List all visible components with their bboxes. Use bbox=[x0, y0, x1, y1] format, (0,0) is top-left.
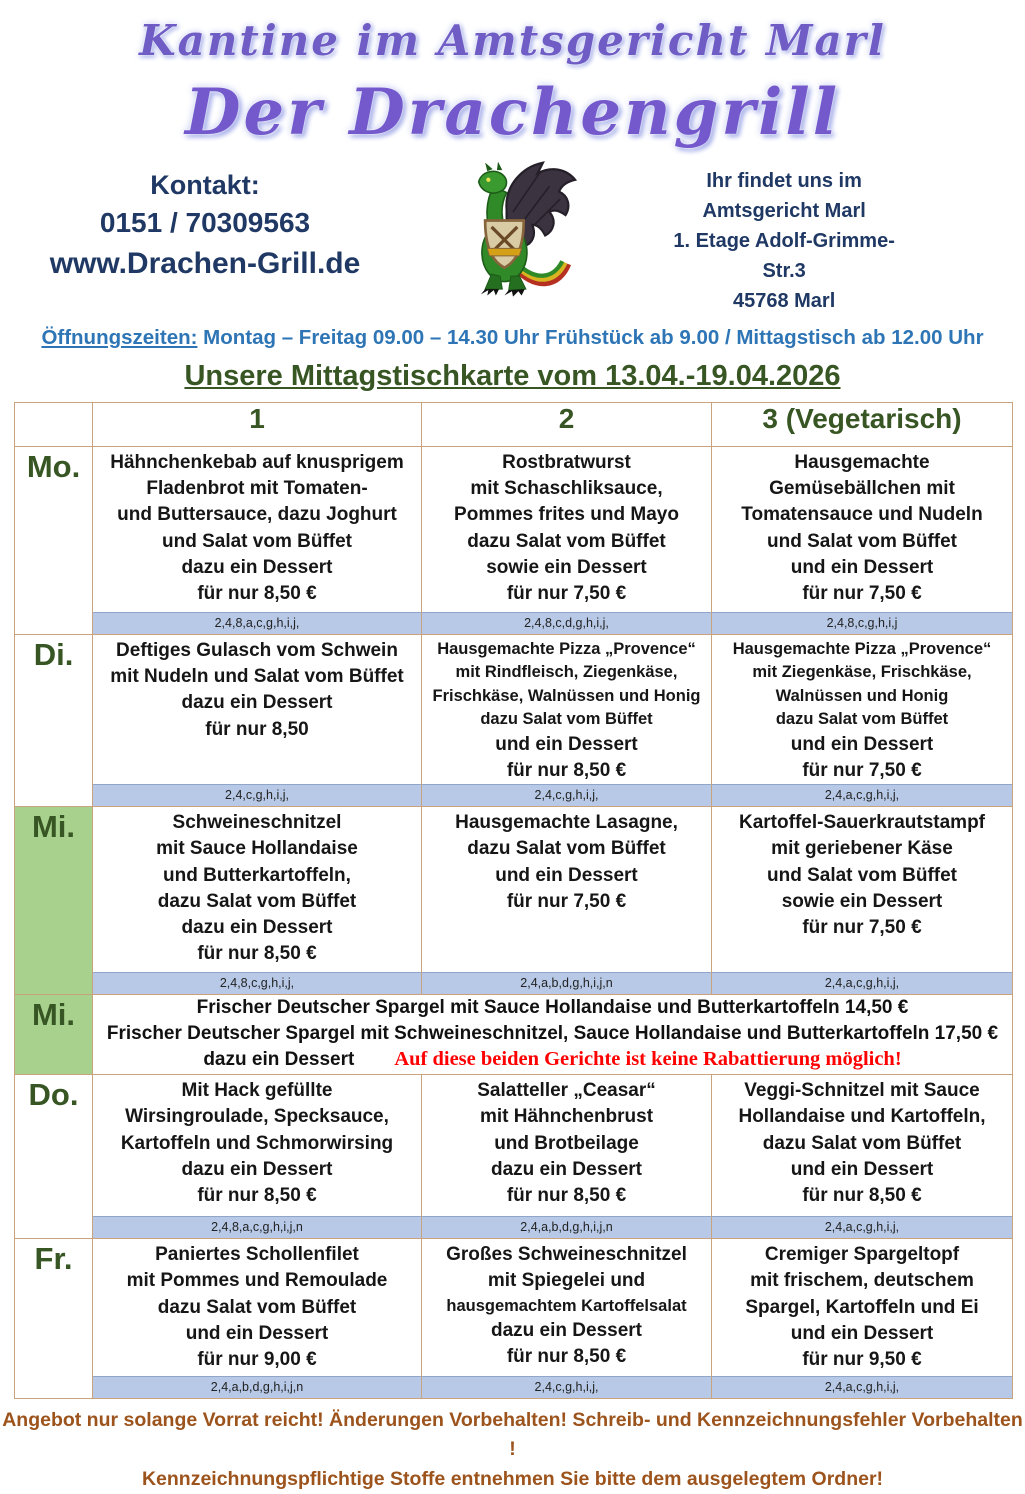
footer-line-2: Kennzeichnungspflichtige Stoffe entnehmen Sie bitte dem ausgelegtem Ordner! bbox=[141, 1467, 884, 1490]
day-label: Do. bbox=[28, 1077, 79, 1113]
menu-item-text: Hausgemachte Gemüsebällchen mit Tomatensauce und Nudeln und Salat vom Büffet und ein Dessert für nur 7,50 € bbox=[741, 452, 983, 605]
menu-item-cell-di-3 bbox=[712, 635, 1013, 807]
allergen-strip: 2,4,c,g,h,i,j, bbox=[93, 784, 421, 806]
allergen-strip: 2,4,c,g,h,i,j, bbox=[422, 784, 711, 806]
allergen-strip: 2,4,8,a,c,g,h,i,j,n bbox=[93, 1216, 421, 1238]
menu-item-cell-fr-1 bbox=[93, 1239, 422, 1399]
menu-item-text: Cremiger Spargeltopf mit frischem, deutschem Spargel, Kartoffeln und Ei und ein Dessert für nur 9,50 € bbox=[745, 1244, 979, 1370]
allergen-strip: 2,4,a,c,g,h,i,j, bbox=[712, 972, 1012, 994]
menu-item-text: Mit Hack gefüllte Wirsingroulade, Specksauce, Kartoffeln und Schmorwirsing dazu ein Dessert für nur 8,50 € bbox=[120, 1080, 394, 1206]
menu-row-fr bbox=[15, 1239, 1013, 1399]
day-cell-di bbox=[15, 635, 93, 807]
day-cell-mi-spargel bbox=[15, 995, 93, 1075]
menu-item-cell-mo-3 bbox=[712, 447, 1013, 635]
address-block bbox=[615, 158, 953, 316]
special-dessert-text: dazu ein Dessert bbox=[203, 1049, 355, 1071]
menu-item-text: Veggi-Schnitzel mit Sauce Hollandaise und Kartoffeln, dazu Salat vom Büffet und ein Dessert für nur 8,50 € bbox=[738, 1080, 986, 1206]
contact-block bbox=[0, 158, 410, 281]
menu-row-mi bbox=[15, 807, 1013, 995]
day-label: Di. bbox=[33, 637, 74, 672]
contact-website: www.Drachen-Grill.de bbox=[49, 247, 361, 280]
opening-hours-label: Öffnungszeiten: bbox=[41, 326, 198, 349]
table-header-row bbox=[15, 403, 1013, 447]
menu-row-mo bbox=[15, 447, 1013, 635]
canteen-name: Kantine im Amtsgericht Marl bbox=[139, 16, 886, 65]
day-cell-do bbox=[15, 1075, 93, 1239]
day-cell-fr bbox=[15, 1239, 93, 1399]
allergen-strip: 2,4,a,c,g,h,i,j, bbox=[712, 784, 1012, 806]
menu-row-do bbox=[15, 1075, 1013, 1239]
day-cell-mo bbox=[15, 447, 93, 635]
menu-item-cell-mi-3 bbox=[712, 807, 1013, 995]
opening-hours bbox=[0, 326, 1025, 350]
day-cell-mi bbox=[15, 807, 93, 995]
menu-item-text: Hähnchenkebab auf knusprigem Fladenbrot mit Tomaten- und Buttersauce, dazu Joghurt und Salat vom Büffet dazu ein Dessert für nur 8,50 € bbox=[110, 452, 404, 605]
menu-item-cell-do-2 bbox=[422, 1075, 712, 1239]
menu-item-cell-mi-1 bbox=[93, 807, 422, 995]
menu-item-cell-do-1 bbox=[93, 1075, 422, 1239]
day-label: Mo. bbox=[26, 449, 81, 484]
menu-item-text: Hausgemachte Pizza „Provence“ mit Ziegenkäse, Frischkäse, Walnüssen und Honig dazu Salat vom Büffet und ein Dessert für nur 7,50 € bbox=[732, 640, 992, 781]
menu-table bbox=[14, 402, 1013, 1399]
column-header-1: 1 bbox=[93, 403, 422, 447]
menu-item-cell-fr-3 bbox=[712, 1239, 1013, 1399]
contact-phone: 0151 / 70309563 bbox=[99, 207, 311, 238]
special-offer-cell bbox=[93, 995, 1013, 1075]
day-label: Mi. bbox=[31, 809, 76, 845]
menu-row-di bbox=[15, 635, 1013, 807]
address-line: Str.3 bbox=[762, 260, 806, 282]
footer-disclaimer bbox=[0, 1406, 1025, 1494]
allergen-strip: 2,4,c,g,h,i,j, bbox=[422, 1376, 711, 1398]
menu-item-cell-mo-2 bbox=[422, 447, 712, 635]
special-offer-line: Frischer Deutscher Spargel mit Sauce Hollandaise und Butterkartoffeln 14,50 € bbox=[196, 997, 909, 1019]
address-line: Amtsgericht Marl bbox=[702, 200, 866, 222]
menu-item-text: Kartoffel-Sauerkrautstampf mit geriebener Käse und Salat vom Büffet sowie ein Dessert für nur 7,50 € bbox=[739, 812, 985, 938]
info-row bbox=[0, 158, 1025, 316]
allergen-strip: 2,4,a,c,g,h,i,j, bbox=[712, 1216, 1012, 1238]
allergen-strip: 2,4,8,c,g,h,i,j, bbox=[93, 972, 421, 994]
day-column-header bbox=[15, 403, 93, 447]
day-label: Mi. bbox=[31, 997, 76, 1033]
allergen-strip: 2,4,a,b,d,g,h,i,j,n bbox=[422, 972, 711, 994]
menu-item-text: Paniertes Schollenfilet mit Pommes und Remoulade dazu Salat vom Büffet und ein Dessert für nur 9,00 € bbox=[126, 1244, 388, 1370]
address-line: 45768 Marl bbox=[732, 290, 836, 312]
menu-item-cell-mi-2 bbox=[422, 807, 712, 995]
no-discount-warning: Auf diese beiden Gerichte ist keine Rabattierung möglich! bbox=[394, 1048, 902, 1071]
page-title: Unsere Mittagstischkarte vom 13.04.-19.04.2026 bbox=[184, 360, 841, 392]
allergen-strip: 2,4,8,a,c,g,h,i,j, bbox=[93, 612, 421, 634]
allergen-strip: 2,4,a,b,d,g,h,i,j,n bbox=[93, 1376, 421, 1398]
column-header-3: 3 (Vegetarisch) bbox=[712, 403, 1013, 447]
menu-item-text: Deftiges Gulasch vom Schwein mit Nudeln und Salat vom Büffet dazu ein Dessert für nur 8,50 bbox=[110, 640, 404, 740]
allergen-strip: 2,4,8,c,d,g,h,i,j, bbox=[422, 612, 711, 634]
allergen-strip: 2,4,a,b,d,g,h,i,j,n bbox=[422, 1216, 711, 1238]
menu-row-mi-spargel bbox=[15, 995, 1013, 1075]
day-label: Fr. bbox=[34, 1241, 73, 1277]
allergen-strip: 2,4,a,c,g,h,i,j, bbox=[712, 1376, 1012, 1398]
contact-label: Kontakt: bbox=[150, 170, 260, 200]
menu-item-text: Rostbratwurst mit Schaschliksauce, Pommes frites und Mayo dazu Salat vom Büffet sowie ein Dessert für nur 7,50 € bbox=[454, 452, 679, 605]
menu-item-text: Hausgemachte Pizza „Provence“ mit Rindfleisch, Ziegenkäse, Frischkäse, Walnüssen und Honig dazu Salat vom Büffet und ein Dessert für nur 8,50 € bbox=[432, 640, 701, 781]
footer-line-1: Angebot nur solange Vorrat reicht! Änderungen Vorbehalten! Schreib- und Kennzeichnungsfehler Vorbehalten ! bbox=[2, 1409, 1023, 1461]
menu-item-cell-fr-2 bbox=[422, 1239, 712, 1399]
menu-item-text: Schweineschnitzel mit Sauce Hollandaise und Butterkartoffeln, dazu Salat vom Büffet dazu ein Dessert für nur 8,50 € bbox=[156, 812, 358, 965]
menu-item-cell-di-1 bbox=[93, 635, 422, 807]
menu-item-cell-di-2 bbox=[422, 635, 712, 807]
opening-hours-text: Montag – Freitag 09.00 – 14.30 Uhr Frühstück ab 9.00 / Mittagstisch ab 12.00 Uhr bbox=[197, 326, 984, 349]
address-line: Ihr findet uns im bbox=[706, 170, 862, 192]
address-line: 1. Etage Adolf-Grimme- bbox=[673, 230, 895, 252]
menu-item-cell-mo-1 bbox=[93, 447, 422, 635]
allergen-strip: 2,4,8,c,g,h,i,j bbox=[712, 612, 1012, 634]
dragon-logo bbox=[410, 158, 615, 298]
special-offer-line: Frischer Deutscher Spargel mit Schweineschnitzel, Sauce Hollandaise und Butterkartoffeln 17,50 € bbox=[106, 1022, 999, 1044]
menu-item-text: Hausgemachte Lasagne, dazu Salat vom Büffet und ein Dessert für nur 7,50 € bbox=[455, 812, 678, 912]
restaurant-name: Der Drachengrill bbox=[184, 75, 841, 150]
column-header-2: 2 bbox=[422, 403, 712, 447]
menu-item-text: Salatteller „Ceasar“ mit Hähnchenbrust und Brotbeilage dazu ein Dessert für nur 8,50 € bbox=[477, 1080, 656, 1206]
menu-item-cell-do-3 bbox=[712, 1075, 1013, 1239]
dragon-icon bbox=[438, 158, 588, 298]
menu-item-text: Großes Schweineschnitzel mit Spiegelei und hausgemachtem Kartoffelsalat dazu ein Dessert für nur 8,50 € bbox=[446, 1244, 687, 1368]
